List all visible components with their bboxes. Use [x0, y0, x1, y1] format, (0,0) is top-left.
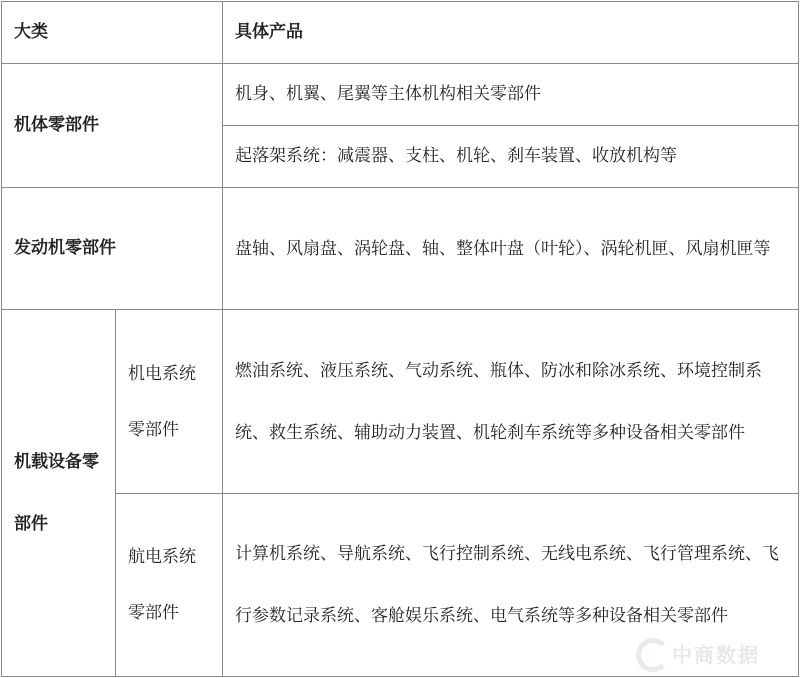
watermark: 中商数据	[672, 643, 760, 667]
table-row	[2, 310, 799, 494]
product-cell: 起落架系统：减震器、支柱、机轮、刹车装置、收放机构等	[223, 126, 799, 188]
category-onboard: 机载设备零部件	[2, 310, 116, 677]
category-airframe: 机体零部件	[2, 64, 223, 188]
category-engine: 发动机零部件	[2, 188, 223, 310]
watermark-logo-icon	[636, 638, 670, 672]
product-cell: 燃油系统、液压系统、气动系统、瓶体、防冰和除冰系统、环境控制系统、救生系统、辅助动力装置、机轮刹车系统等多种设备相关零部件	[223, 310, 799, 494]
product-category-table	[1, 1, 799, 677]
subcategory-electromechanical: 机电系统零部件	[116, 310, 223, 494]
product-cell: 盘轴、风扇盘、涡轮盘、轴、整体叶盘（叶轮）、涡轮机匣、风扇机匣等	[223, 188, 799, 310]
product-cell: 机身、机翼、尾翼等主体机构相关零部件	[223, 64, 799, 126]
table-row	[2, 64, 799, 126]
table-header-row	[2, 2, 799, 64]
subcategory-avionics: 航电系统零部件	[116, 494, 223, 677]
product-cell: 计算机系统、导航系统、飞行控制系统、无线电系统、飞行管理系统、飞行参数记录系统、客舱娱乐系统、电气系统等多种设备相关零部件	[223, 494, 799, 677]
header-category: 大类	[2, 2, 223, 64]
table-row	[2, 188, 799, 310]
header-products: 具体产品	[223, 2, 799, 64]
